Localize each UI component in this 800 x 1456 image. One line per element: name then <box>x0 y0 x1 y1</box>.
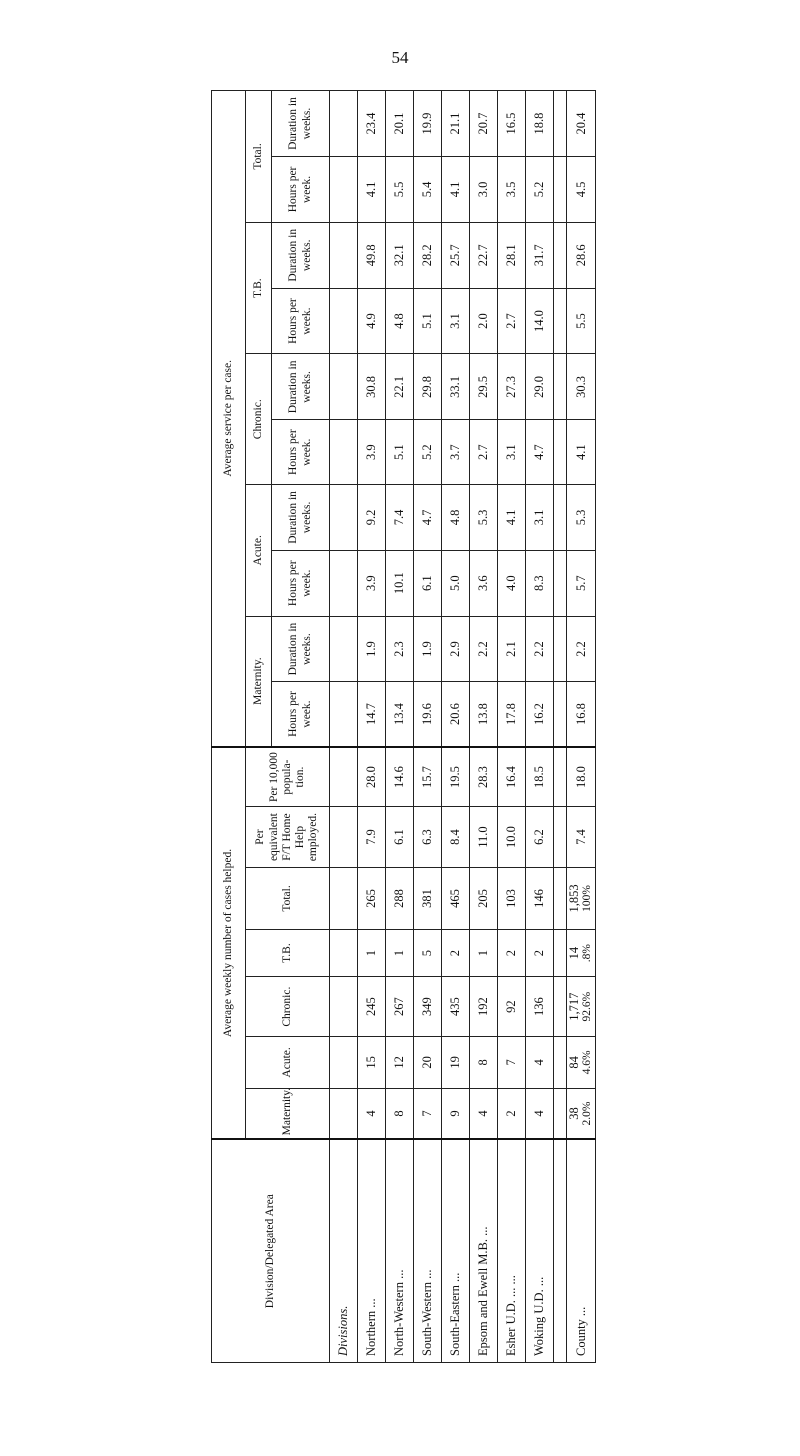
acute-cases: 8 <box>470 1037 498 1088</box>
chronic-duration: 27.3 <box>498 354 526 420</box>
chronic-duration: 29.0 <box>526 354 554 420</box>
acute-duration: 7.4 <box>386 485 414 551</box>
acute-hours: 3.9 <box>358 550 386 616</box>
per-equivalent: 7.4 <box>567 807 596 867</box>
rotated-table-wrapper <box>211 90 594 1363</box>
total-hours-header: Hours per week. <box>272 157 330 223</box>
per-population: 28.3 <box>470 747 498 807</box>
chronic-cases: 349 <box>414 977 442 1037</box>
tb-duration: 22.7 <box>470 222 498 288</box>
tb-hours: 5.5 <box>567 288 596 354</box>
total-hours: 5.4 <box>414 157 442 223</box>
acute-cases: 15 <box>358 1037 386 1088</box>
mat-hours-header: Hours per week. <box>272 682 330 747</box>
maternity-duration: 2.1 <box>498 616 526 682</box>
table-row <box>442 91 470 1363</box>
acute-hours: 3.6 <box>470 550 498 616</box>
tb-duration-header: Duration in weeks. <box>272 222 330 288</box>
tb-hours: 2.0 <box>470 288 498 354</box>
per-population: 18.5 <box>526 747 554 807</box>
service-acute-header: Acute. <box>246 485 272 617</box>
per-equivalent: 8.4 <box>442 807 470 867</box>
chronic-duration: 29.5 <box>470 354 498 420</box>
maternity-cases: 9 <box>442 1088 470 1139</box>
total-duration-header: Duration in weeks. <box>272 91 330 157</box>
per-population-header: Per 10,000 popula-tion. <box>246 747 330 807</box>
acute-duration: 3.1 <box>526 485 554 551</box>
total-cases: 265 <box>358 867 386 929</box>
total-duration: 18.8 <box>526 91 554 157</box>
tb-hours: 14.0 <box>526 288 554 354</box>
acute-duration: 9.2 <box>358 485 386 551</box>
tb-hours: 4.8 <box>386 288 414 354</box>
service-maternity-header: Maternity. <box>246 616 272 747</box>
total-duration: 20.7 <box>470 91 498 157</box>
total-hours: 4.1 <box>442 157 470 223</box>
acute-cases: 12 <box>386 1037 414 1088</box>
acute-hours: 5.0 <box>442 550 470 616</box>
chronic-header: Chronic. <box>246 977 330 1037</box>
acute-duration: 5.3 <box>470 485 498 551</box>
maternity-cases: 2 <box>498 1088 526 1139</box>
total-cases: 146 <box>526 867 554 929</box>
home-help-statistics-table <box>211 90 596 1363</box>
maternity-cases: 7 <box>414 1088 442 1139</box>
tb-cases: 2 <box>442 930 470 977</box>
maternity-duration: 2.2 <box>526 616 554 682</box>
maternity-duration: 1.9 <box>414 616 442 682</box>
total-hours: 3.0 <box>470 157 498 223</box>
total-hours: 4.1 <box>358 157 386 223</box>
total-header: Total. <box>246 867 330 929</box>
tb-hours: 2.7 <box>498 288 526 354</box>
tb-duration: 49.8 <box>358 222 386 288</box>
per-equivalent: 6.2 <box>526 807 554 867</box>
division-name: Woking U.D. ... <box>526 1139 554 1362</box>
total-cases: 1,853 100% <box>567 867 596 929</box>
per-population: 14.6 <box>386 747 414 807</box>
division-header: Division/Delegated Area <box>212 1139 330 1362</box>
division-name: Epsom and Ewell M.B. ... <box>470 1139 498 1362</box>
division-name: Esher U.D. ... ... <box>498 1139 526 1362</box>
maternity-header: Maternity. <box>246 1088 330 1139</box>
acute-cases: 20 <box>414 1037 442 1088</box>
total-duration: 23.4 <box>358 91 386 157</box>
chronic-hours: 5.2 <box>414 420 442 485</box>
table-row <box>498 91 526 1363</box>
maternity-hours: 17.8 <box>498 682 526 747</box>
maternity-hours: 16.8 <box>567 682 596 747</box>
tb-cases: 1 <box>358 930 386 977</box>
maternity-hours: 14.7 <box>358 682 386 747</box>
total-hours: 4.5 <box>567 157 596 223</box>
maternity-cases: 4 <box>470 1088 498 1139</box>
per-equivalent-header: Per equivalent F/T Home Help employed. <box>246 807 330 867</box>
per-equivalent: 11.0 <box>470 807 498 867</box>
table-row <box>414 91 442 1363</box>
chronic-cases: 92 <box>498 977 526 1037</box>
maternity-duration: 2.2 <box>470 616 498 682</box>
tb-hours-header: Hours per week. <box>272 288 330 354</box>
total-hours: 5.5 <box>386 157 414 223</box>
acute-header: Acute. <box>246 1037 330 1088</box>
maternity-hours: 13.8 <box>470 682 498 747</box>
chronic-duration-header: Duration in weeks. <box>272 354 330 420</box>
per-equivalent: 6.3 <box>414 807 442 867</box>
acute-duration: 5.3 <box>567 485 596 551</box>
division-name: South-Western ... <box>414 1139 442 1362</box>
acute-hours: 8.3 <box>526 550 554 616</box>
chronic-cases: 435 <box>442 977 470 1037</box>
chronic-hours: 5.1 <box>386 420 414 485</box>
maternity-cases: 4 <box>358 1088 386 1139</box>
tb-hours: 4.9 <box>358 288 386 354</box>
per-population: 28.0 <box>358 747 386 807</box>
acute-hours: 4.0 <box>498 550 526 616</box>
maternity-hours: 19.6 <box>414 682 442 747</box>
chronic-hours: 2.7 <box>470 420 498 485</box>
acute-cases: 7 <box>498 1037 526 1088</box>
tb-duration: 28.1 <box>498 222 526 288</box>
total-hours: 3.5 <box>498 157 526 223</box>
acute-duration: 4.1 <box>498 485 526 551</box>
chronic-cases: 267 <box>386 977 414 1037</box>
chronic-hours-header: Hours per week. <box>272 420 330 485</box>
acute-hours: 10.1 <box>386 550 414 616</box>
chronic-cases: 1,717 92.6% <box>567 977 596 1037</box>
maternity-duration: 1.9 <box>358 616 386 682</box>
mat-duration-header: Duration in weeks. <box>272 616 330 682</box>
chronic-duration: 30.8 <box>358 354 386 420</box>
per-population: 16.4 <box>498 747 526 807</box>
service-group-header: Average service per case. <box>212 91 246 747</box>
page-number: 54 <box>391 48 409 67</box>
maternity-hours: 13.4 <box>386 682 414 747</box>
per-population: 15.7 <box>414 747 442 807</box>
division-name: County ... <box>567 1139 596 1362</box>
maternity-duration: 2.9 <box>442 616 470 682</box>
chronic-hours: 3.7 <box>442 420 470 485</box>
maternity-cases: 4 <box>526 1088 554 1139</box>
tb-cases: 14 .8% <box>567 930 596 977</box>
tb-cases: 5 <box>414 930 442 977</box>
service-chronic-header: Chronic. <box>246 354 272 485</box>
total-cases: 465 <box>442 867 470 929</box>
acute-cases: 19 <box>442 1037 470 1088</box>
chronic-cases: 245 <box>358 977 386 1037</box>
tb-duration: 28.6 <box>567 222 596 288</box>
acute-hours: 6.1 <box>414 550 442 616</box>
per-population: 19.5 <box>442 747 470 807</box>
chronic-hours: 4.7 <box>526 420 554 485</box>
divisions-label: Divisions. <box>330 1139 358 1362</box>
tb-header: T.B. <box>246 930 330 977</box>
tb-hours: 5.1 <box>414 288 442 354</box>
maternity-cases: 8 <box>386 1088 414 1139</box>
per-equivalent: 10.0 <box>498 807 526 867</box>
chronic-cases: 192 <box>470 977 498 1037</box>
total-duration: 20.1 <box>386 91 414 157</box>
chronic-hours: 3.1 <box>498 420 526 485</box>
tb-cases: 2 <box>498 930 526 977</box>
per-equivalent: 6.1 <box>386 807 414 867</box>
tb-cases: 1 <box>470 930 498 977</box>
acute-cases: 4 <box>526 1037 554 1088</box>
acute-hours: 5.7 <box>567 550 596 616</box>
total-cases: 205 <box>470 867 498 929</box>
table-row <box>386 91 414 1363</box>
acute-duration: 4.8 <box>442 485 470 551</box>
weekly-cases-group-header: Average weekly number of cases helped. <box>212 747 246 1140</box>
acute-hours-header: Hours per week. <box>272 550 330 616</box>
per-equivalent: 7.9 <box>358 807 386 867</box>
maternity-duration: 2.2 <box>567 616 596 682</box>
tb-duration: 25.7 <box>442 222 470 288</box>
table-row <box>470 91 498 1363</box>
tb-duration: 32.1 <box>386 222 414 288</box>
acute-cases: 84 4.6% <box>567 1037 596 1088</box>
tb-hours: 3.1 <box>442 288 470 354</box>
acute-duration: 4.7 <box>414 485 442 551</box>
maternity-duration: 2.3 <box>386 616 414 682</box>
division-name: Northern ... <box>358 1139 386 1362</box>
total-hours: 5.2 <box>526 157 554 223</box>
total-duration: 16.5 <box>498 91 526 157</box>
division-name: North-Western ... <box>386 1139 414 1362</box>
maternity-hours: 16.2 <box>526 682 554 747</box>
tb-cases: 2 <box>526 930 554 977</box>
service-total-header: Total. <box>246 91 272 223</box>
total-duration: 21.1 <box>442 91 470 157</box>
tb-cases: 1 <box>386 930 414 977</box>
county-total-row <box>567 91 596 1363</box>
service-tb-header: T.B. <box>246 222 272 354</box>
per-population: 18.0 <box>567 747 596 807</box>
acute-duration-header: Duration in weeks. <box>272 485 330 551</box>
chronic-duration: 29.8 <box>414 354 442 420</box>
tb-duration: 31.7 <box>526 222 554 288</box>
chronic-duration: 30.3 <box>567 354 596 420</box>
chronic-duration: 33.1 <box>442 354 470 420</box>
chronic-hours: 4.1 <box>567 420 596 485</box>
total-cases: 381 <box>414 867 442 929</box>
division-name: South-Eastern ... <box>442 1139 470 1362</box>
table-row <box>526 91 554 1363</box>
chronic-cases: 136 <box>526 977 554 1037</box>
maternity-cases: 38 2.0% <box>567 1088 596 1139</box>
maternity-hours: 20.6 <box>442 682 470 747</box>
tb-duration: 28.2 <box>414 222 442 288</box>
chronic-duration: 22.1 <box>386 354 414 420</box>
total-duration: 19.9 <box>414 91 442 157</box>
table-row <box>358 91 386 1363</box>
total-duration: 20.4 <box>567 91 596 157</box>
total-cases: 103 <box>498 867 526 929</box>
chronic-hours: 3.9 <box>358 420 386 485</box>
total-cases: 288 <box>386 867 414 929</box>
